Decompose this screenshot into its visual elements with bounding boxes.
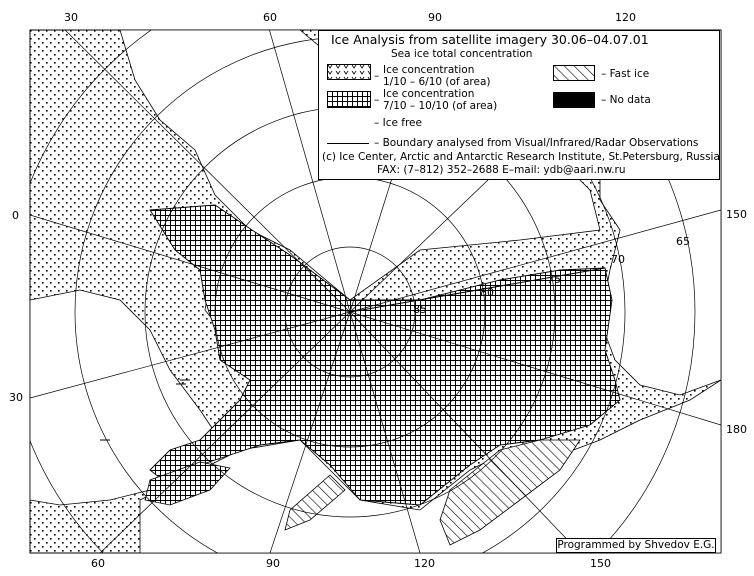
- bottom-label-120: 120: [414, 557, 435, 570]
- legend-ice-free-label: – Ice free: [374, 117, 422, 129]
- lat-label-75: 75: [547, 273, 561, 286]
- legend-low-line2: 1/10 – 6/10 (of area): [383, 76, 491, 88]
- right-label-150: 150: [726, 208, 747, 221]
- legend-fast-ice-swatch: [553, 65, 595, 81]
- legend-credit-line: (c) Ice Center, Arctic and Antarctic Research Institute, St.Petersburg, Russia: [322, 151, 720, 163]
- legend-title: Ice Analysis from satellite imagery 30.06–04.07.01: [331, 32, 649, 47]
- right-label-180: 180: [726, 423, 747, 436]
- left-label-0: 0: [12, 209, 19, 222]
- lat-label-85: 85: [413, 303, 427, 316]
- left-label-30: 30: [9, 391, 23, 404]
- bottom-label-150: 150: [590, 557, 611, 570]
- legend-no-data-swatch: [553, 92, 595, 108]
- top-label-120: 120: [615, 11, 636, 24]
- legend-no-data-label: – No data: [601, 94, 651, 106]
- legend-fast-ice-text: Fast ice: [609, 68, 650, 80]
- legend-high-line2: 7/10 – 10/10 (of area): [383, 100, 498, 112]
- legend-fast-ice-label: – Fast ice: [601, 68, 650, 80]
- legend-no-data-text: No data: [609, 94, 651, 106]
- lat-label-70: 70: [611, 253, 625, 266]
- lat-label-65: 65: [676, 235, 690, 248]
- legend-box: [318, 30, 720, 180]
- legend-high-swatch: [327, 91, 371, 108]
- top-label-90: 90: [428, 11, 442, 24]
- legend-boundary-text: Boundary analysed from Visual/Infrared/Radar Observations: [382, 137, 699, 149]
- programmer-credit: Programmed by Shvedov E.G.: [557, 539, 715, 551]
- legend-low-dash: –: [374, 70, 380, 82]
- legend-boundary-line-sample: [327, 143, 369, 144]
- legend-low-swatch: [327, 64, 371, 80]
- legend-subtitle: Sea ice total concentration: [391, 48, 533, 60]
- legend-high-dash: –: [374, 94, 380, 106]
- top-label-60: 60: [263, 11, 277, 24]
- legend-ice-free-text: Ice free: [382, 117, 422, 129]
- legend-high-line1: Ice concentration: [383, 88, 475, 100]
- legend-fax-line: FAX: (7–812) 352–2688 E–mail: ydb@aari.nw.ru: [377, 164, 626, 176]
- lat-label-80: 80: [480, 286, 494, 299]
- bottom-label-90: 90: [266, 557, 280, 570]
- top-label-30: 30: [64, 11, 78, 24]
- legend-low-line1: Ice concentration: [383, 64, 475, 76]
- bottom-label-60: 60: [91, 557, 105, 570]
- legend-boundary-label: – Boundary analysed from Visual/Infrared/Radar Observations: [374, 137, 699, 149]
